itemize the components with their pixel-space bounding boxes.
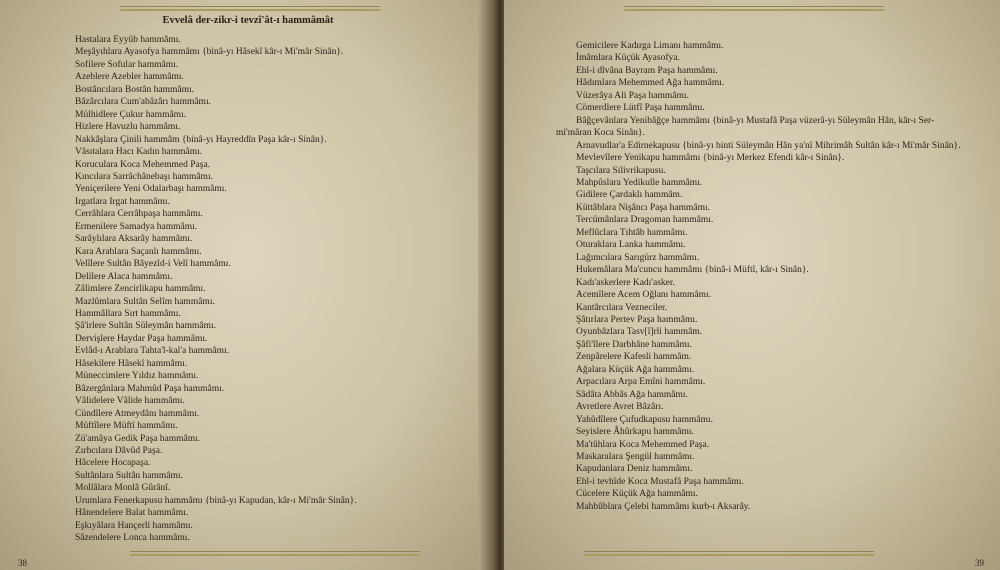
list-item: Hukemâlara Ma'cuncu hammâmı {binâ-i Müftî, kâr-ı Sinân}. [576,265,809,276]
list-item: Ehl-i tevhîde Koca Mustafâ Paşa hammâmı. [576,476,744,487]
list-item: Şâfi'îlere Darbhâne hammâmı. [576,339,692,350]
list-item: Cündîlere Atmeydânı hammâmı. [75,408,200,419]
list-item: Azeblere Azebler hammâmı. [75,72,184,83]
list-item: mi'mâran Koca Sinân}. [556,128,645,139]
list-item: Kıncılara Sarrâchânebaşı hammâmı. [75,171,213,182]
list-item: Mahbûblara Çelebi hammâmı kurb-ı Aksarây. [576,501,751,512]
list-item: Tercümânlara Dragoman hammâmı. [576,215,714,226]
list-item: Müneccimlere Yıldız hammâmı. [75,371,199,382]
list-item: Gemicilere Kadırga Limanı hammâmı. [576,41,724,51]
page-number: 38 [18,558,27,568]
list-item: Ehl-i dîvâna Bayram Paşa hammâmı. [576,65,718,76]
list-item: Hastalara Eyyûb hammâmı. [75,35,181,45]
list-item: Mevlevîlere Yenikapu hammâmı {binâ-yı Merkez Efendi kâr-ı Sinân}. [576,153,845,164]
list-item: Eşkıyâlara Hançerli hammâmı. [75,520,193,531]
list-item: Hâsekilere Hâsekî hammâmı. [75,358,188,369]
list-item: Mollâlara Monlâ Gûrânî. [75,483,171,494]
list-item: Irgatlara Irgat hammâmı. [75,196,170,207]
right-page [504,0,1000,570]
list-item: Zü'amâya Gedik Paşa hammâmı. [75,433,201,444]
bath-list-left [75,34,475,545]
list-item: Hammâllara Sırt hammâmı. [75,308,181,319]
list-item: Mahpûslara Yedikulle hammâmı. [576,177,703,188]
list-item: Müftîlere Müftî hammâmı. [75,421,178,432]
list-item: Bâzârcılara Cum'abâzârı hammâmı. [75,97,211,108]
list-item: Bâzergânlara Mahmûd Paşa hammâmı. [75,383,225,394]
list-item: Mülhidlere Çukur hammâmı. [75,109,187,120]
list-item: İmâmlara Küçük Ayasofya. [576,53,680,64]
left-page [0,0,496,570]
list-item: Cömerdlere Lütfî Paşa hammâmı. [576,103,705,114]
list-item: Bostâncılara Bostân hammâmı. [75,84,194,95]
list-item: Cücelere Küçük Ağa hammâmı. [576,489,698,500]
list-item: Velîlere Sultân Bâyezîd-i Velî hammâmı. [75,259,231,270]
list-item: Ağalara Küçük Ağa hammâmı. [576,364,695,375]
list-item: Sâdâta Abbâs Ağa hammâmı. [576,389,688,400]
list-item: Sofilere Sofular hammâmı. [75,59,179,70]
list-item: Oturaklara Lanka hammâmı. [576,240,686,251]
list-item: Küttâblara Nişâncı Paşa hammâmı. [576,202,711,213]
list-item: Zenpârelere Kafesli hammâm. [576,352,692,363]
list-item: Koruculara Koca Mehemmed Paşa. [75,159,211,170]
list-item: Maskaralara Şengül hammâmı. [576,451,695,462]
list-item: Mazlûmlara Sultân Selîm hammâmı. [75,296,215,307]
list-item: Nakkâşlara Çinili hammâm {binâ-yı Hayreddîn Paşa kâr-ı Sinân}. [75,134,327,145]
list-item: Acemîlere Acem Oğlanı hammâmı. [576,290,712,301]
list-item: Yahûdîlere Çufudkapusu hammâmı. [576,414,714,425]
list-item: Vâsıtalara Hacı Kadın hammâmı. [75,147,203,158]
list-item: Arnavudlar'a Edirnekapusu {binâ-yı binti Süleymân Hân ya'nî Mihrimâh Sultân kâr-ı Mi'mâr Sinân}. [576,140,961,151]
list-item: Hâdımlara Mehemmed Ağa hammâmı. [576,78,725,89]
list-item: Sultânlara Sultân hammâmı. [75,470,183,481]
bath-list-right [556,40,986,513]
bottom-ornament-rule [130,551,420,557]
list-item: Oyunbâzlara Tasv[î]rli hammâm. [576,327,703,338]
list-item: Kara Arablara Saçanlı hammâmı. [75,246,202,257]
top-ornament-rule [120,6,380,12]
list-item: Vüzerâya Ali Paşa hammâmı. [576,90,689,101]
list-item: Ma'tûhlara Koca Mehemmed Paşa. [576,439,710,450]
list-item: Avretlere Avret Bâzârı. [576,402,664,413]
list-item: Kapudanlara Deniz hammâmı. [576,464,693,475]
list-item: Evlâd-ı Arablara Tahta'l-kal'a hammâmı. [75,346,229,357]
list-item: Hizlere Havuzlu hammâmı. [75,122,181,133]
bottom-ornament-rule [584,551,874,557]
list-item: Arpacılara Arpa Emîni hammâmı. [576,377,706,388]
list-item: Lağımcılara Sarıgürz hammâmı. [576,252,700,263]
list-item: Ermenilere Samadya hammâmı. [75,221,198,232]
list-item: Dervişlere Haydar Paşa hammâmı. [75,333,208,344]
list-item: Zırhcılara Dâvûd Paşa. [75,445,163,456]
list-item: Hâcelere Hocapaşa. [75,458,151,469]
top-ornament-rule [624,6,884,12]
page-heading: Evvelâ der-zikr-i tevzî'ât-ı hammâmât [162,15,334,26]
list-item: Urumlara Fenerkapusu hammâmı {binâ-yı Kapudan, kâr-ı Mi'mâr Sinân}. [75,495,357,506]
list-item: Zâlimlere Zencirlikapu hammâmı. [75,284,206,295]
list-item: Delilere Alaca hammâmı. [75,271,173,282]
list-item: Meflûclara Tıhtâb hammâmı. [576,227,688,238]
list-item: Sâzendelere Lonca hammâmı. [75,533,190,544]
list-item: Seyislere Âhûrkapu hammâmı. [576,427,694,438]
list-item: Şâtırlara Pertev Paşa hammâmı. [576,314,698,325]
list-item: Kadı'askerlere Kadı'asker. [576,277,675,288]
list-item: Kantârcılara Vezneciler. [576,302,668,313]
list-item: Gidilere Çardaklı hammâm. [576,190,683,201]
list-item: Cerrâhlara Cerrâhpaşa hammâmı. [75,209,203,220]
list-item: Yeniçerilere Yeni Odalarbaşı hammâmı. [75,184,227,195]
list-item: Şâ'irlere Sultân Süleymân hammâmı. [75,321,217,332]
list-item: Meşâyıhlara Ayasofya hammâmı {binâ-yı Hâsekî kâr-ı Mi'mâr Sinân}. [75,47,344,58]
list-item: Sarâylılara Aksarây hammâmı. [75,234,193,245]
list-item: Vâlidelere Vâlide hammâmı. [75,396,185,407]
list-item: Bâğçevânlara Yenibâğçe hammâmı {binâ-yı Mustafâ Paşa vüzerâ-yı Süleymân Hân, kâr-ı Ser- [576,115,935,126]
list-item: Taşcılara Silivrikapusu. [576,165,666,176]
page-number: 39 [975,558,984,568]
list-item: Hânendelere Balat hammâmı. [75,508,189,519]
